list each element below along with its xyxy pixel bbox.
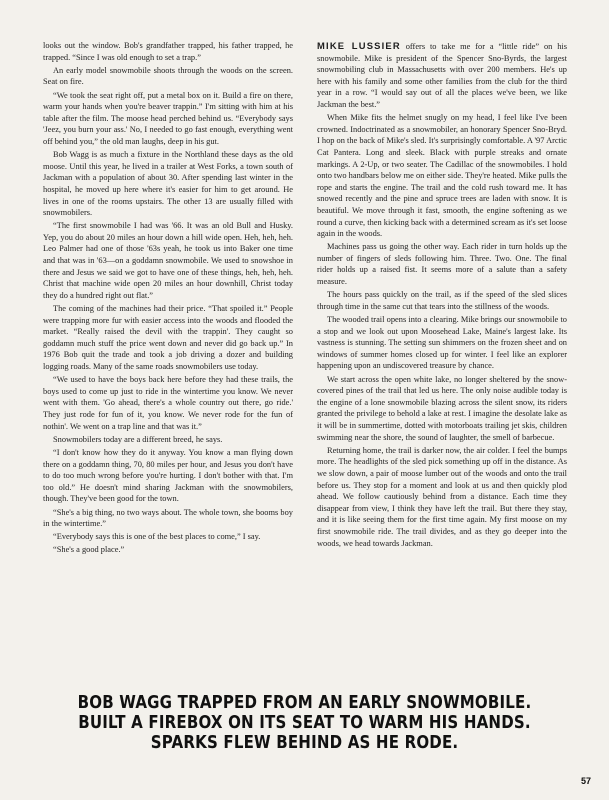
body-paragraph: Snowmobilers today are a different breed, he says.: [53, 434, 223, 444]
right-column: [317, 40, 567, 551]
body-paragraph: “We used to have the boys back here before they had these trails, the boys used to come up just to ride in the wintertime you know. We never went with them. 'Go ahead, there's a whole country out there, go ride.' They just rode for fun of it, you know. We never rode for the fun of nothin'. We went on a trap line and that was it.”: [43, 375, 293, 431]
body-paragraph: An early model snowmobile shoots through the woods on the screen. Seat on fire.: [43, 65, 293, 87]
body-paragraph: The hours pass quickly on the trail, as if the speed of the sled slices through time in the same cut that tears into the stillness of the woods.: [317, 290, 567, 311]
body-paragraph: “We took the seat right off, put a metal box on it. Build a fire on there, warm your hands when you're beaver trappin.” I'm sitting with him at his table after the film. The moose head perched behind us. “Everybody says 'Jeez, you burn your ass.' No, I needed to go fast enough, everything went off behind you,” the old man laughs, deep in his gut.: [43, 90, 293, 146]
lead-in-text: offers to take me for a “little ride” on his snowmobile. Mike is president of the Spencer Sno-Byrds, the largest snowmobiling club in Massachusetts with over 200 members. He's up here with his family and some other families from the club for the third year in a row. “I would say out of all the places we've been, we like Jackman the best.”: [317, 42, 567, 109]
body-paragraph: The wooded trail opens into a clearing. Mike brings our snowmobile to a stop and we look out upon Moosehead Lake, Maine's largest lake. Its vastness is stunning. The setting sun shimmers on the frozen sheet and on windows of summer homes closed up for winter. I feel like an explorer happening upon an undiscovered treasure by chance.: [317, 315, 567, 371]
left-column: [43, 40, 293, 558]
body-paragraph: We start across the open white lake, no longer sheltered by the snow-covered pines of the trail that led us here. The only noise audible today is the engine of a lone snowmobile blazing across the silent snow, its riders granted the privilege to behold a lake at rest. I imagine the desolate lake as it will be in summertime, dotted with motorboats trailing jet skis, children swimming near the shore, the sound of laughter, the smell of barbecue.: [317, 374, 567, 442]
body-paragraph: “I don't know how they do it anyway. You know a man flying down there on a goddamn thing, 70, 80 miles per hour, and Jesus you don't have to do too much wrong before you're hurting. I don't bother with that. I'm too old.” He doesn't mind sharing Jackman with the snowmobilers, though. They've been good for the town.: [43, 447, 293, 504]
body-paragraph: looks out the window. Bob's grandfather trapped, his father trapped, he trapped. “Since I was old enough to set a trap.”: [43, 41, 293, 62]
body-paragraph: “She's a big thing, no two ways about. The whole town, she booms boy in the wintertime.”: [43, 507, 293, 529]
body-paragraph: Returning home, the trail is darker now, the air colder. I feel the bumps more. The headlights of the sled pick something up off in the distance. As we slow down, a pair of moose lumber out of the woods and onto the trail before us. They stop for a moment and look at us and then quickly plod ahead. We follow cautiously behind from a distance. Each time they disappear from view, I think they have left the trail. But there they stay, and it is like seeing them for the first time again. My first moose on my first snowmobile ride. The trail divides, and as they go deeper into the woods, we head towards Jackman.: [317, 445, 567, 548]
body-paragraph: Bob Wagg is as much a fixture in the Northland these days as the old moose. Until this year, he lived in a trailer at West Forks, a town south of Jackman with a population of about 30. After spending last winter in the hospital, he moved up here where it's easier for him to get around. He lives in one of the rooms upstairs. The other 13 are usually filled with snowmobilers.: [43, 150, 293, 218]
body-paragraph: “Everybody says this is one of the best places to come,” I say.: [53, 532, 261, 542]
lead-in-name: MIKE LUSSIER: [317, 40, 401, 51]
lead-paragraph: [317, 40, 567, 111]
body-paragraph: The coming of the machines had their price. “That spoiled it.” People were trapping more fur with easier access into the woods and flooded the market. “Really raised the devil with the trappin'. They caught so goddamn much stuff the price went down and never did go back up.” In 1976 Bob quit the trade and took a job driving a dozer and building logging roads. Many of the same roads snowmobilers use today.: [43, 304, 293, 371]
page-number: 57: [580, 776, 591, 786]
body-paragraph: When Mike fits the helmet snugly on my head, I feel like I've been crowned. Indoctrinated as a snowmobiler, an honorary Spencer Sno-Bryd. I hop on the back of Mike's sled. It's surprisingly comfortable. A '97 Arctic Cat Pantera. Long and sleek. Black with purple streaks and ornate markings. A 2-Up, or two seater. The Cadillac of the snowmobiles. I hold onto two handbars below me on either side. They're heated. Mike pulls the rope and starts the engine. The trail and the cold rush toward me. It has snowed recently and the pine and spruce trees are laden with snow. It is beautiful. We move through it fast, smooth, the engine softening as we round a curve, then kicking back with a determined scream as it's set loose again in the woods.: [317, 113, 567, 239]
body-paragraph: “The first snowmobile I had was '66. It was an old Bull and Husky. Yep, you do about 20 miles an hour down a hill wide open. Heh, heh, heh. Leo Palmer had one of those '63s yeah, he took us into Baker one time and that was in '63—on a goddamn snowmobile. We used to snowshoe in there and Jesus we said we got to have one of these things, heh, heh, heh. Christ that machine wide open 20 miles an hour downhill, Christ today they do a hundred right out flat.”: [43, 221, 293, 300]
pull-quote: BOB WAGG TRAPPED FROM AN EARLY SNOWMOBILE. BUILT A FIREBOX ON ITS SEAT TO WARM HIS HANDS. SPARKS FLEW BEHIND AS HE RODE.: [77, 693, 532, 753]
body-paragraph: “She's a good place.”: [53, 545, 125, 555]
body-paragraph: Machines pass us going the other way. Each rider in turn holds up the number of fingers of sleds following him. Three. Two. One. The final rider holds up a raised fist. It seems more of a salute than a safety measure.: [317, 242, 567, 287]
